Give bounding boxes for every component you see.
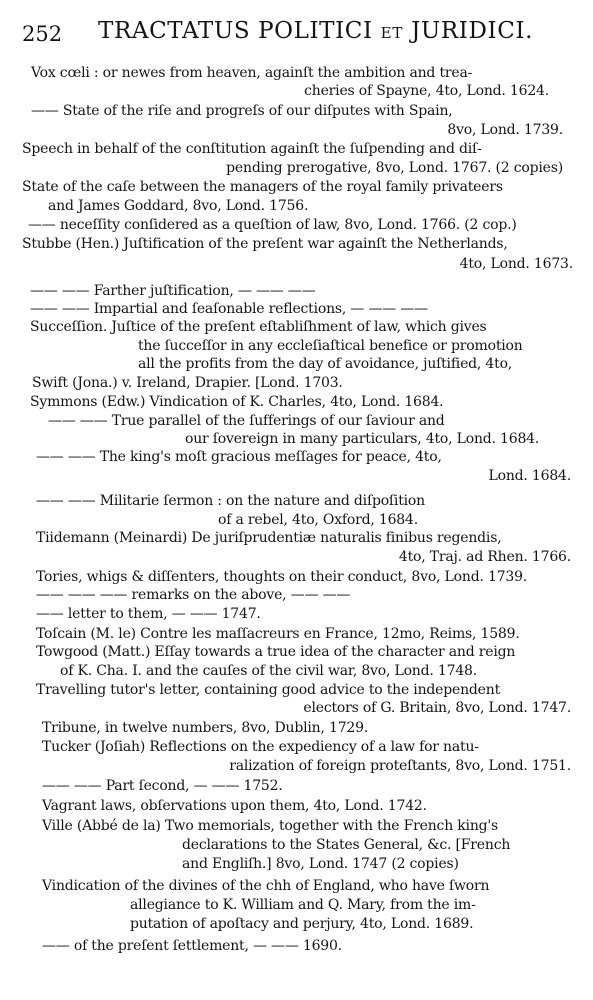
running-head-et: ET (380, 24, 404, 42)
catalogue-line: —— State of the riſe and progreſs of our diſputes with Spain, (31, 103, 453, 119)
catalogue-line: —— —— —— remarks on the above, —— —— (36, 587, 351, 603)
catalogue-line: our ſovereign in many particulars, 4to, Lond. 1684. (185, 431, 540, 447)
catalogue-line: all the profits from the day of avoidance, juſtified, 4to, (138, 356, 513, 372)
catalogue-line: Towgood (Matt.) Eſſay towards a true idea of the character and reign (36, 644, 516, 660)
catalogue-line: Tories, whigs & diſſenters, thoughts on their conduct, 8vo, Lond. 1739. (36, 569, 528, 585)
catalogue-line: cheries of Spayne, 4to, Lond. 1624. (304, 83, 549, 99)
catalogue-line: and Engliſh.] 8vo, Lond. 1747 (2 copies) (182, 856, 459, 872)
catalogue-line: 8vo, Lond. 1739. (447, 122, 563, 138)
catalogue-line: Toſcain (M. le) Contre les maſſacreurs en France, 12mo, Reims, 1589. (36, 626, 520, 642)
catalogue-line: Succeſſion. Juſtice of the preſent eſtabliſhment of law, which gives (30, 319, 487, 335)
running-head (98, 18, 533, 44)
catalogue-line: the ſucceſſor in any eccleſiaſtical benefice or promotion (138, 338, 523, 354)
catalogue-line: —— neceſſity conſidered as a queſtion of law, 8vo, Lond. 1766. (2 cop.) (28, 217, 517, 233)
running-head-part3: JURIDICI. (403, 18, 534, 44)
catalogue-line: of a rebel, 4to, Oxford, 1684. (218, 512, 418, 528)
catalogue-line: ralization of foreign proteſtants, 8vo, Lond. 1751. (229, 758, 571, 774)
catalogue-line: Tucker (Joſiah) Reflections on the expediency of a law for natu- (42, 739, 479, 755)
catalogue-line: and James Goddard, 8vo, Lond. 1756. (48, 198, 309, 214)
catalogue-line: 4to, Lond. 1673. (459, 256, 573, 272)
catalogue-line: —— —— Farther juſtification, — —— —— (30, 283, 316, 299)
catalogue-line: Lond. 1684. (488, 468, 571, 484)
catalogue-line: —— —— Part ſecond, — —— 1752. (42, 778, 283, 794)
page-number: 252 (22, 22, 63, 46)
catalogue-line: Vagrant laws, obſervations upon them, 4to, Lond. 1742. (42, 798, 427, 814)
catalogue-line: State of the caſe between the managers of the royal family privateers (22, 179, 503, 195)
catalogue-line: Travelling tutor's letter, containing good advice to the independent (36, 682, 500, 698)
catalogue-line: Ville (Abbé de la) Two memorials, together with the French king's (42, 818, 499, 834)
catalogue-line: —— —— Impartial and ſeaſonable reflections, — —— —— (30, 301, 428, 317)
running-head-part1: TRACTATUS POLITICI (98, 18, 381, 44)
catalogue-line: 4to, Traj. ad Rhen. 1766. (398, 549, 571, 565)
catalogue-line: Tribune, in twelve numbers, 8vo, Dublin, 1729. (42, 720, 369, 736)
catalogue-line: —— —— True parallel of the ſufferings of our ſaviour and (48, 413, 445, 429)
page-header (12, 14, 571, 48)
catalogue-line: Symmons (Edw.) Vindication of K. Charles, 4to, Lond. 1684. (30, 394, 444, 410)
catalogue-line: Vox cœli : or newes from heaven, againſt the ambition and trea- (31, 65, 473, 81)
catalogue-line: Stubbe (Hen.) Juſtification of the preſent war againſt the Netherlands, (22, 236, 508, 252)
catalogue-line: —— —— The king's moſt gracious meſſages for peace, 4to, (36, 449, 442, 465)
catalogue-line: declarations to the States General, &c. [French (182, 837, 511, 853)
catalogue-line: —— of the preſent ſettlement, — —— 1690. (42, 938, 342, 954)
catalogue-line: putation of apoſtacy and perjury, 4to, Lond. 1689. (130, 916, 474, 932)
catalogue-line: of K. Cha. I. and the cauſes of the civil war, 8vo, Lond. 1748. (60, 663, 477, 679)
catalogue-line: Speech in behalf of the conſtitution againſt the ſuſpending and diſ- (22, 141, 482, 157)
catalogue-line: electors of G. Britain, 8vo, Lond. 1747. (303, 700, 571, 716)
catalogue-line: Swift (Jona.) v. Ireland, Drapier. [Lond. 1703. (32, 375, 343, 391)
catalogue-line: allegiance to K. William and Q. Mary, from the im- (130, 897, 476, 913)
catalogue-line: pending prerogative, 8vo, Lond. 1767. (2 copies) (226, 160, 563, 176)
catalogue-line: Vindication of the divines of the chh of England, who have ſworn (42, 878, 490, 894)
catalogue-line: Tiidemann (Meinardi) De juriſprudentiæ naturalis finibus regendis, (36, 530, 502, 546)
catalogue-line: —— —— Militarie ſermon : on the nature and diſpoſition (36, 493, 425, 509)
catalogue-line: —— letter to them, — —— 1747. (36, 606, 261, 622)
